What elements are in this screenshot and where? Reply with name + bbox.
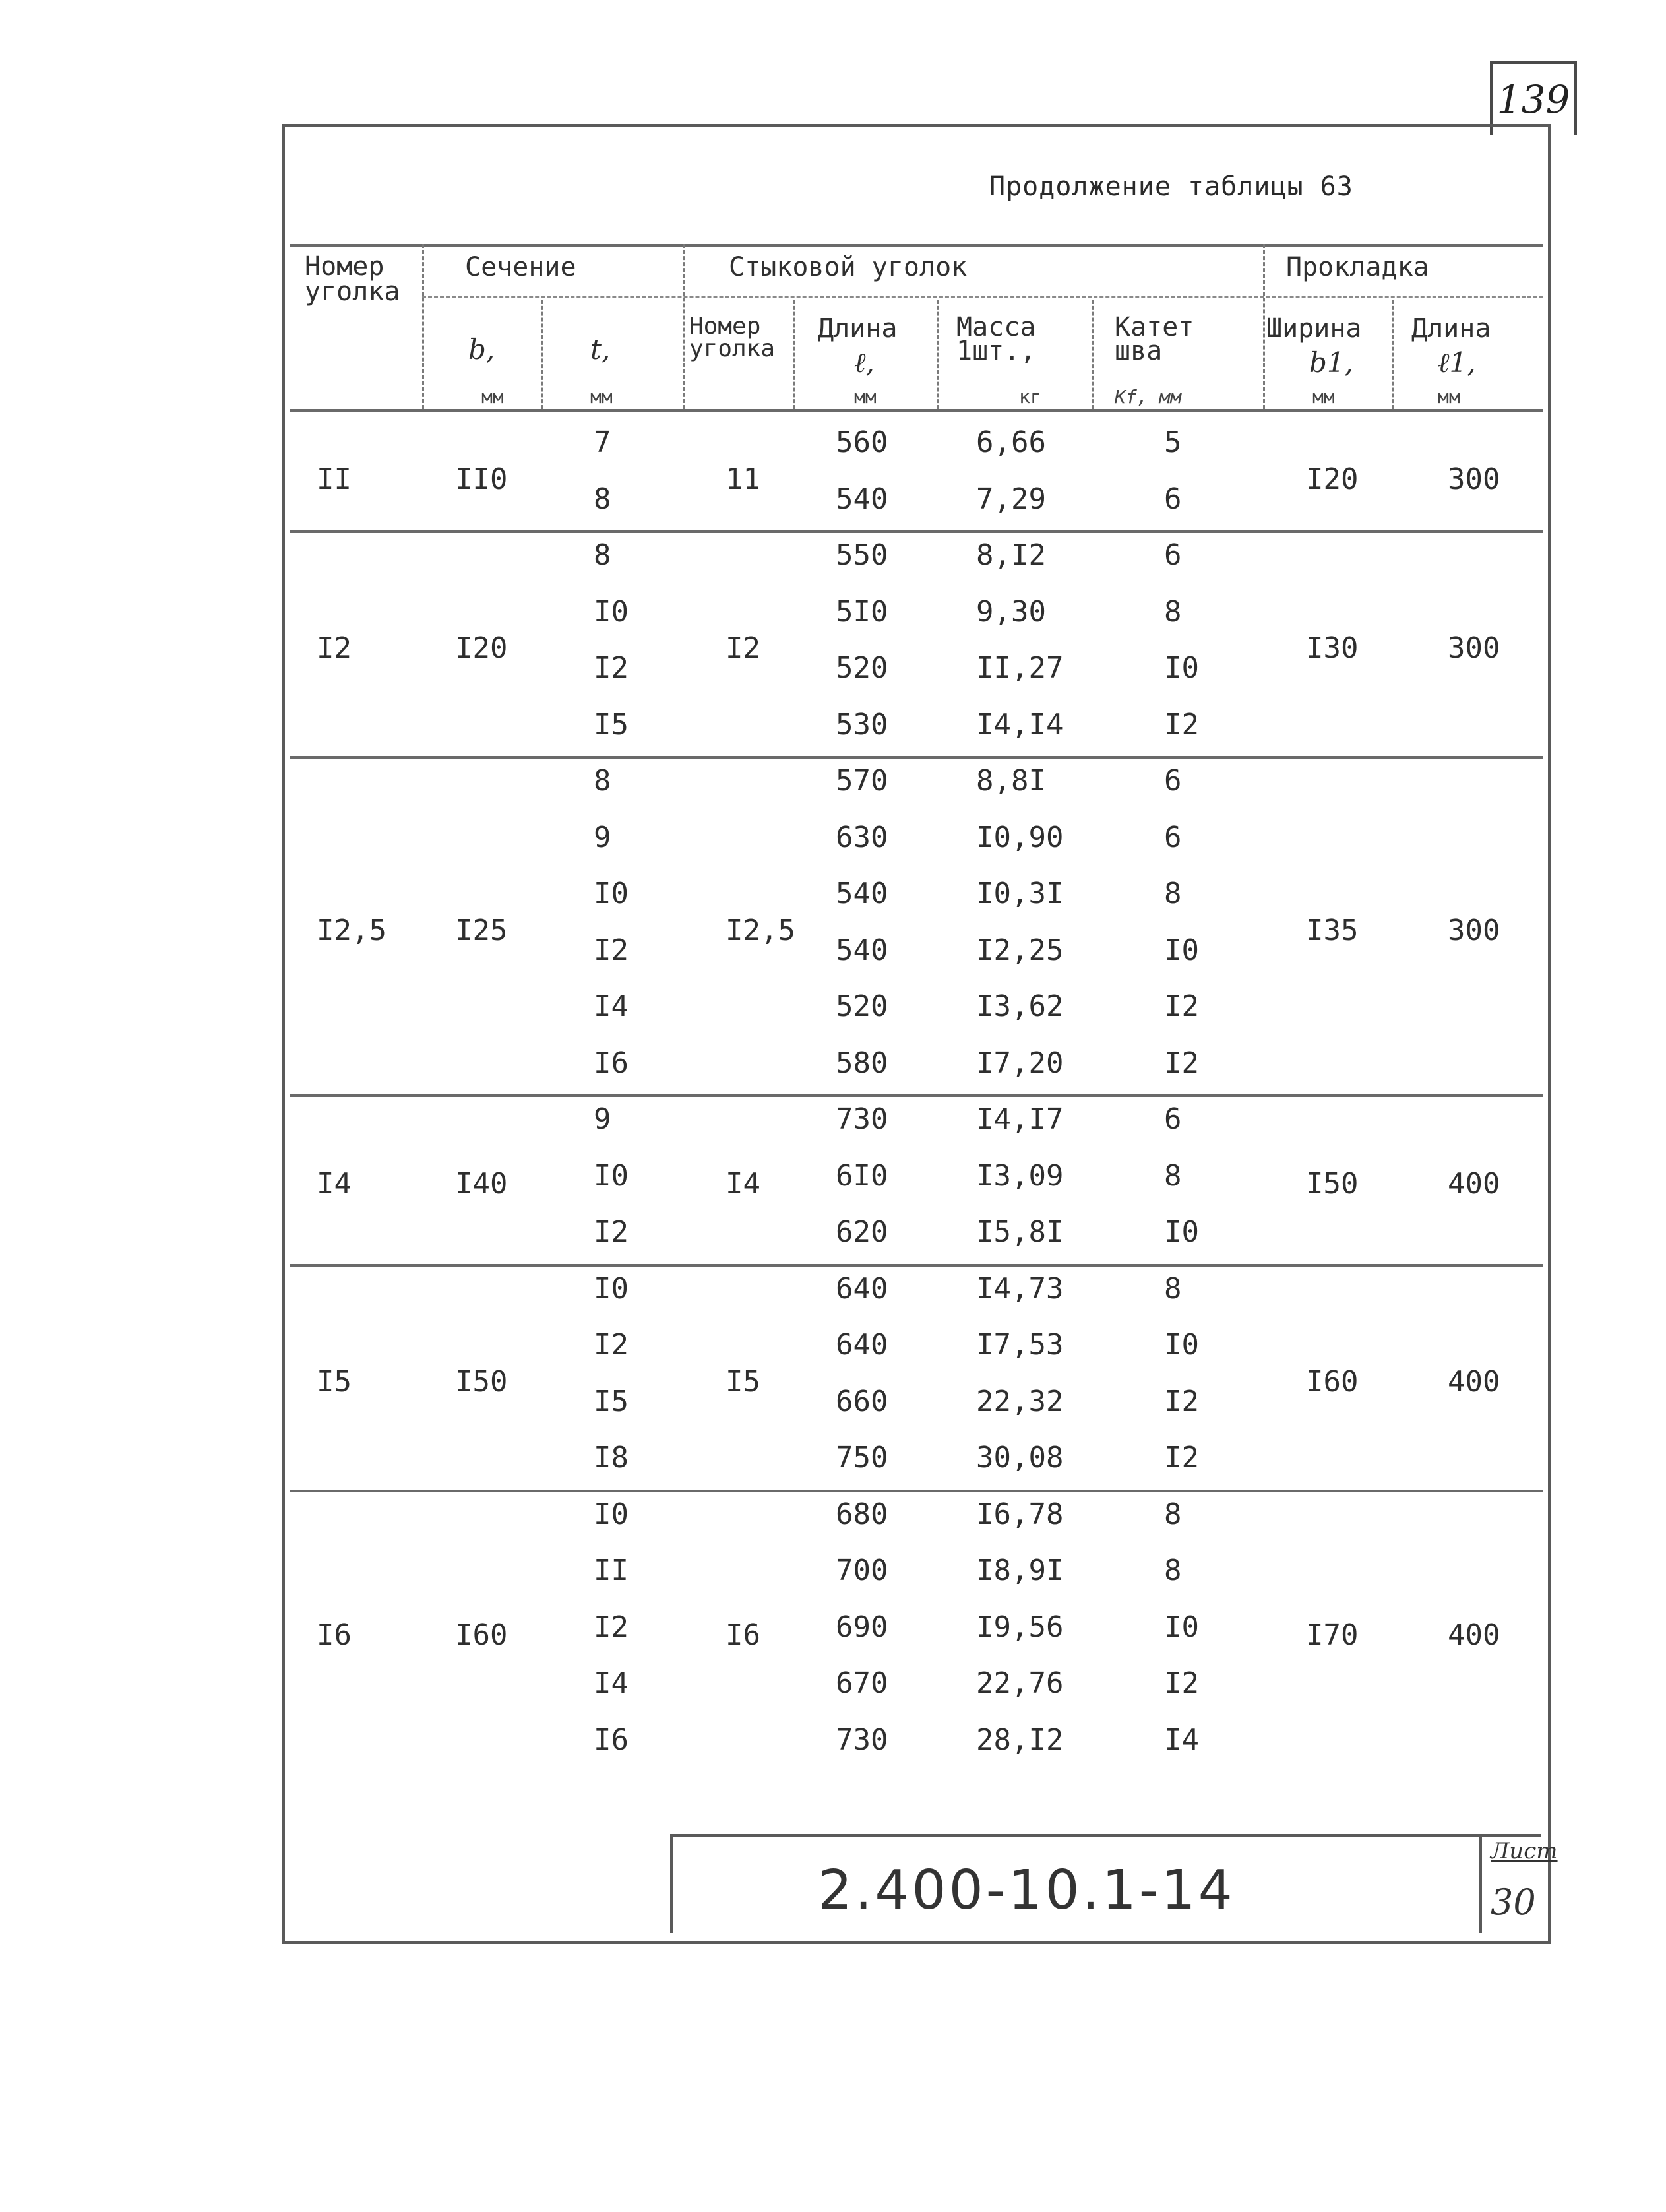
- cell-length: 560: [836, 426, 888, 459]
- cell-t: I5: [594, 707, 629, 742]
- cell-pad-length: 300: [1448, 913, 1500, 947]
- cell-t: I2: [594, 933, 629, 967]
- cell-t: I8: [594, 1441, 629, 1474]
- cell-angle-no: I6: [317, 1618, 352, 1653]
- cell-t: I2: [594, 1215, 629, 1249]
- cell-weld: I2: [1164, 990, 1199, 1023]
- cell-weld: 6: [1164, 1102, 1182, 1136]
- cell-weld: 8: [1164, 1554, 1182, 1587]
- cell-butt-no: 11: [725, 462, 760, 496]
- cell-weld: 8: [1164, 594, 1182, 629]
- cell-b: II0: [455, 462, 508, 496]
- col-divider-8: [1392, 300, 1394, 409]
- page-number: 139: [1496, 77, 1570, 122]
- cell-t: 9: [594, 820, 611, 854]
- cell-t: I4: [594, 990, 629, 1023]
- group-divider: [290, 1490, 1543, 1492]
- cell-mass: 6,66: [976, 426, 1046, 459]
- cell-t: I0: [594, 1158, 629, 1193]
- cell-length: 520: [836, 990, 888, 1023]
- header-butt-angle: Стыковой уголок: [729, 252, 968, 282]
- cell-b: I40: [455, 1167, 508, 1201]
- cell-pad-width: I70: [1306, 1618, 1359, 1653]
- cell-b: I50: [455, 1364, 508, 1399]
- cell-mass: I3,09: [976, 1158, 1064, 1193]
- header-pad-length-unit: мм: [1438, 386, 1460, 408]
- cell-weld: 8: [1164, 1497, 1182, 1531]
- cell-angle-no: I5: [317, 1364, 352, 1399]
- header-weld: Катет шва: [1115, 312, 1194, 366]
- cell-length: 540: [836, 877, 888, 910]
- col-divider-7: [1263, 244, 1265, 409]
- cell-angle-no: I2: [317, 631, 352, 665]
- col-divider-2: [541, 300, 543, 409]
- cell-length: 580: [836, 1046, 888, 1080]
- cell-length: 680: [836, 1497, 888, 1531]
- cell-angle-no: II: [317, 462, 352, 496]
- header-t-symbol: t,: [590, 333, 611, 365]
- cell-mass: I0,90: [976, 820, 1064, 854]
- cell-weld: I2: [1164, 707, 1199, 742]
- col-divider-5: [937, 300, 939, 409]
- cell-length: 670: [836, 1666, 888, 1700]
- cell-pad-length: 400: [1448, 1364, 1500, 1399]
- cell-pad-width: I30: [1306, 631, 1359, 665]
- header-mass-unit: кг: [1019, 386, 1041, 408]
- cell-weld: I0: [1164, 933, 1199, 967]
- cell-pad-length: 400: [1448, 1618, 1500, 1653]
- header-width-symbol: b1,: [1309, 346, 1353, 379]
- table-caption: Продолжение таблицы 63: [989, 172, 1353, 202]
- header-t-unit: мм: [590, 386, 613, 408]
- cell-mass: I7,20: [976, 1046, 1064, 1080]
- cell-weld: I0: [1164, 1215, 1199, 1249]
- cell-mass: 22,32: [976, 1384, 1064, 1418]
- header-section: Сечение: [465, 252, 576, 282]
- cell-pad-width: I60: [1306, 1364, 1359, 1399]
- sheet-label: Лист: [1491, 1838, 1558, 1864]
- cell-weld: I0: [1164, 1328, 1199, 1362]
- header-pad-length: Длина: [1411, 313, 1491, 344]
- cell-length: 630: [836, 820, 888, 854]
- cell-mass: I4,I4: [976, 707, 1064, 742]
- header-length-unit: мм: [854, 386, 877, 408]
- cell-mass: I7,53: [976, 1328, 1064, 1362]
- cell-mass: 28,I2: [976, 1722, 1064, 1757]
- cell-weld: 5: [1164, 426, 1182, 459]
- cell-weld: 6: [1164, 764, 1182, 798]
- cell-t: 7: [594, 426, 611, 459]
- cell-t: I4: [594, 1666, 629, 1700]
- cell-t: 8: [594, 538, 611, 572]
- cell-weld: 8: [1164, 1158, 1182, 1193]
- cell-weld: 8: [1164, 877, 1182, 910]
- cell-weld: I2: [1164, 1441, 1199, 1474]
- sheet-number: 30: [1491, 1881, 1536, 1923]
- header-length: Длина: [818, 313, 898, 344]
- cell-butt-no: I2: [725, 631, 760, 665]
- col-divider-6: [1092, 300, 1094, 409]
- cell-b: I25: [455, 913, 508, 947]
- header-mass: Масса 1шт.,: [956, 312, 1036, 366]
- cell-weld: 6: [1164, 820, 1182, 854]
- header-top-line: [290, 244, 1543, 247]
- cell-length: 6I0: [836, 1158, 888, 1193]
- cell-b: I20: [455, 631, 508, 665]
- cell-angle-no: I2,5: [317, 913, 386, 947]
- document-code: 2.400-10.1-14: [818, 1859, 1235, 1922]
- cell-length: 690: [836, 1610, 888, 1644]
- cell-mass: I3,62: [976, 990, 1064, 1023]
- cell-mass: II,27: [976, 651, 1064, 685]
- cell-weld: I2: [1164, 1666, 1199, 1700]
- header-width: Ширина: [1266, 313, 1362, 344]
- cell-length: 640: [836, 1271, 888, 1306]
- cell-length: 700: [836, 1554, 888, 1587]
- header-butt-no: Номер уголка: [689, 313, 776, 362]
- cell-pad-length: 400: [1448, 1167, 1500, 1201]
- cell-t: I0: [594, 594, 629, 629]
- cell-butt-no: I4: [725, 1167, 760, 1201]
- header-width-unit: мм: [1312, 386, 1335, 408]
- cell-weld: 6: [1164, 538, 1182, 572]
- cell-t: 9: [594, 1102, 611, 1136]
- cell-t: I6: [594, 1722, 629, 1757]
- header-pad: Прокладка: [1286, 252, 1429, 282]
- header-length-symbol: ℓ,: [854, 346, 875, 379]
- cell-length: 520: [836, 651, 888, 685]
- cell-t: I0: [594, 877, 629, 910]
- cell-butt-no: I2,5: [725, 913, 795, 947]
- cell-butt-no: I6: [725, 1618, 760, 1653]
- cell-length: 730: [836, 1102, 888, 1136]
- cell-length: 570: [836, 764, 888, 798]
- cell-t: I6: [594, 1046, 629, 1080]
- cell-length: 620: [836, 1215, 888, 1249]
- cell-t: I2: [594, 1610, 629, 1644]
- cell-pad-width: I50: [1306, 1167, 1359, 1201]
- cell-weld: I0: [1164, 1610, 1199, 1644]
- header-weld-unit: Kf, мм: [1115, 386, 1182, 408]
- cell-butt-no: I5: [725, 1364, 760, 1399]
- cell-t: II: [594, 1554, 629, 1587]
- cell-length: 640: [836, 1328, 888, 1362]
- cell-weld: 6: [1164, 482, 1182, 516]
- cell-pad-length: 300: [1448, 631, 1500, 665]
- cell-mass: 22,76: [976, 1666, 1064, 1700]
- cell-length: 660: [836, 1384, 888, 1418]
- cell-length: 540: [836, 482, 888, 516]
- cell-t: 8: [594, 482, 611, 516]
- cell-t: I2: [594, 1328, 629, 1362]
- header-sub-line: [422, 296, 1543, 298]
- cell-pad-length: 300: [1448, 462, 1500, 496]
- cell-mass: 7,29: [976, 482, 1046, 516]
- cell-t: 8: [594, 764, 611, 798]
- header-pad-length-symbol: ℓ1,: [1438, 346, 1476, 379]
- cell-weld: I2: [1164, 1384, 1199, 1418]
- cell-angle-no: I4: [317, 1167, 352, 1201]
- col-divider-1: [422, 244, 424, 409]
- cell-length: 750: [836, 1441, 888, 1474]
- cell-mass: I0,3I: [976, 877, 1064, 910]
- cell-length: 530: [836, 707, 888, 742]
- header-bottom-line: [290, 409, 1543, 412]
- cell-mass: 9,30: [976, 594, 1046, 629]
- col-divider-3: [683, 244, 685, 409]
- cell-mass: I5,8I: [976, 1215, 1064, 1249]
- cell-length: 730: [836, 1722, 888, 1757]
- drawing-frame: [282, 124, 1551, 1944]
- cell-mass: I8,9I: [976, 1554, 1064, 1587]
- cell-weld: 8: [1164, 1271, 1182, 1306]
- cell-t: I0: [594, 1271, 629, 1306]
- cell-length: 540: [836, 933, 888, 967]
- cell-weld: I0: [1164, 651, 1199, 685]
- header-b-symbol: b,: [468, 333, 495, 365]
- cell-length: 550: [836, 538, 888, 572]
- cell-mass: 8,I2: [976, 538, 1046, 572]
- cell-mass: I2,25: [976, 933, 1064, 967]
- cell-mass: 8,8I: [976, 764, 1046, 798]
- cell-weld: I4: [1164, 1722, 1199, 1757]
- col-divider-4: [793, 300, 795, 409]
- cell-pad-width: I20: [1306, 462, 1359, 496]
- cell-mass: I9,56: [976, 1610, 1064, 1644]
- cell-mass: I4,I7: [976, 1102, 1064, 1136]
- cell-weld: I2: [1164, 1046, 1199, 1080]
- cell-length: 5I0: [836, 594, 888, 629]
- cell-mass: I4,73: [976, 1271, 1064, 1306]
- group-divider: [290, 1264, 1543, 1267]
- group-divider: [290, 756, 1543, 759]
- cell-mass: 30,08: [976, 1441, 1064, 1474]
- cell-mass: I6,78: [976, 1497, 1064, 1531]
- group-divider: [290, 1094, 1543, 1097]
- header-b-unit: мм: [481, 386, 504, 408]
- cell-pad-width: I35: [1306, 913, 1359, 947]
- cell-t: I0: [594, 1497, 629, 1531]
- group-divider: [290, 530, 1543, 533]
- cell-t: I2: [594, 651, 629, 685]
- cell-t: I5: [594, 1384, 629, 1418]
- header-angle-no: Номер уголка: [305, 251, 400, 307]
- cell-b: I60: [455, 1618, 508, 1653]
